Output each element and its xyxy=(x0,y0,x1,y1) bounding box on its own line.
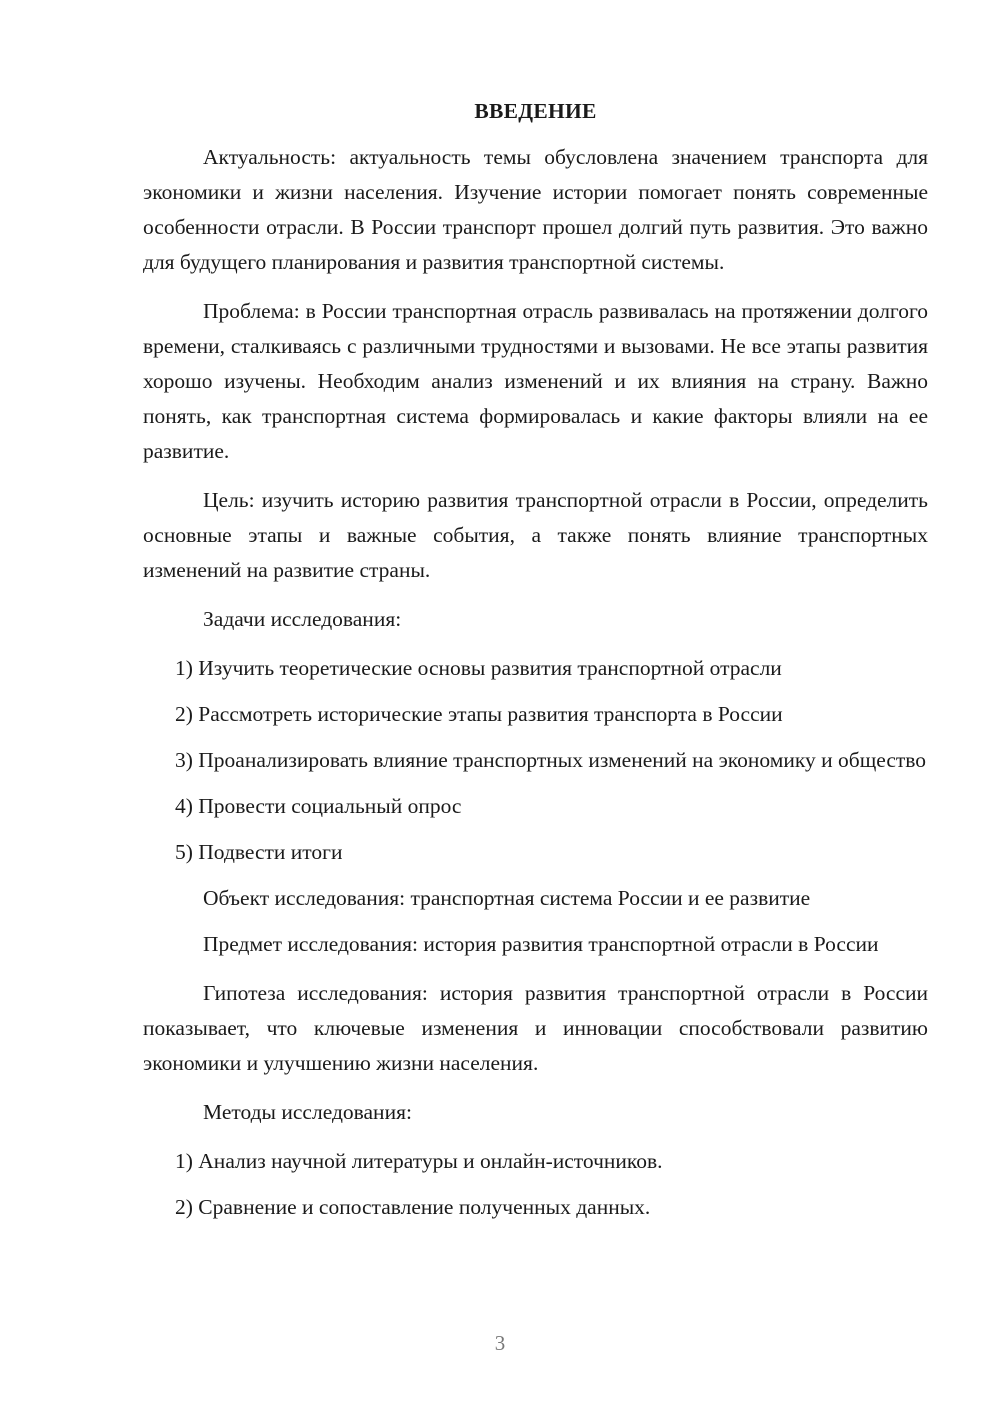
relevance-paragraph: Актуальность: актуальность темы обусловлена значением транспорта для экономики и жизни населения. Изучение истории помогает понять современные особенности отрасли. В России транспорт прошел долгий путь развития. Это важно для будущего планирования и развития транспортной системы. xyxy=(143,145,928,274)
task-item: 5) Подвести итоги xyxy=(175,840,343,864)
page-content xyxy=(143,96,928,1236)
task-item: 3) Проанализировать влияние транспортных изменений на экономику и общество xyxy=(175,748,927,772)
task-item: 4) Провести социальный опрос xyxy=(175,794,462,818)
tasks-label: Задачи исследования: xyxy=(203,607,402,631)
hypothesis-paragraph: Гипотеза исследования: история развития транспортной отрасли в России показывает, что ключевые изменения и инновации способствовали развитию экономики и улучшению жизни населения. xyxy=(143,981,928,1075)
method-item: 1) Анализ научной литературы и онлайн-источников. xyxy=(175,1149,663,1173)
problem-paragraph: Проблема: в России транспортная отрасль развивалась на протяжении долгого времени, сталкиваясь с различными трудностями и вызовами. Не все этапы развития хорошо изучены. Необходим анализ изменений и их влияния на страну. Важно понять, как транспортная система формировалась и какие факторы влияли на ее развитие. xyxy=(143,299,928,463)
methods-label: Методы исследования: xyxy=(203,1100,412,1124)
task-item: 1) Изучить теоретические основы развития транспортной отрасли xyxy=(175,656,782,680)
section-heading: ВВЕДЕНИЕ xyxy=(474,99,597,123)
object-paragraph: Объект исследования: транспортная система России и ее развитие xyxy=(203,886,811,910)
task-item: 2) Рассмотреть исторические этапы развития транспорта в России xyxy=(175,702,783,726)
method-item: 2) Сравнение и сопоставление полученных данных. xyxy=(175,1195,651,1219)
page-number: 3 xyxy=(494,1331,506,1355)
subject-paragraph: Предмет исследования: история развития транспортной отрасли в России xyxy=(203,932,879,956)
goal-paragraph: Цель: изучить историю развития транспортной отрасли в России, определить основные этапы и важные события, а также понять влияние транспортных изменений на развитие страны. xyxy=(143,488,928,582)
